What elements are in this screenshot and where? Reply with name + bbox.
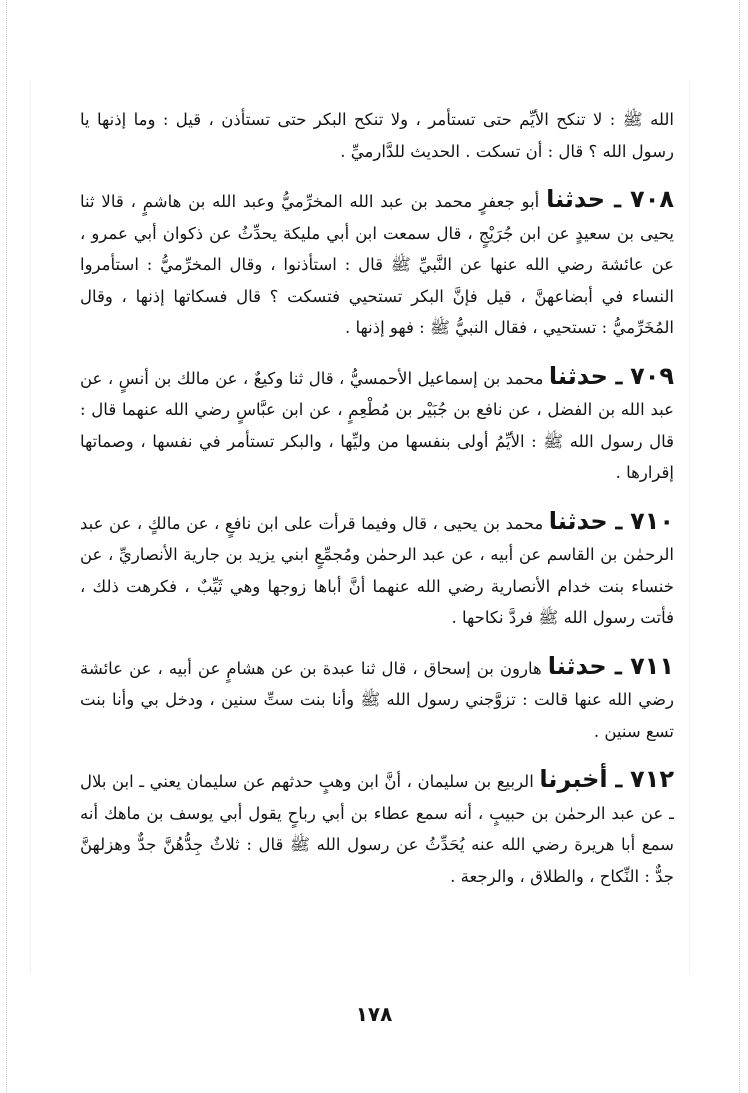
hadith-dash: ـ [605, 187, 631, 213]
hadith-text: الربيع بن سليمان ، أنَّ ابن وهبٍ حدثهم عن سليمان يعني ـ ابن بلال ـ عن عبد الرحمٰن بن حبيبٍ ، أنه سمع عطاء بن أبي رباحٍ يقول أبي يوسف بن ماهك أنه سمع أبا هريرة رضي الله عنه يُحَدِّثُ عن رسول الله ﷺ قال : ثلاثٌ جِدُّهُنَّ جدٌّ وهزلهنَّ جدٌّ : النِّكاح ، والطلاق ، والرجعة . [80, 772, 674, 886]
hadith-number: ٧١١ [630, 651, 675, 680]
hadith-keyword: حدثنا [546, 185, 606, 213]
hadith-text: أبو جعفرٍ محمد بن عبد الله المخرِّميُّ وعبد الله بن هاشمٍ ، قالا ثنا يحيى بن سعيدٍ عن ابن جُرَيْجٍ ، قال سمعت ابن أبي مليكة يحدِّثُ عن ذكوان أبي عمرو ، عن عائشة رضي الله عنها عن النَّبيِّ ﷺ قال : استأذنوا ، وقال المخرِّميُّ : استأمروا النساء في أبضاعهنَّ ، قيل فإنَّ البكر تستحيي فتسكت ؟ قال فسكاتها إذنها ، وقال المُخَرِّميُّ : تستحيي ، فقال النبيُّ ﷺ : فهو إذنها . [80, 192, 674, 337]
hadith-708 [80, 184, 674, 344]
hadith-keyword: أخبرنا [539, 765, 608, 793]
inner-right-dots [689, 80, 690, 973]
hadith-dash: ـ [606, 653, 631, 680]
page-number: ١٧٨ [355, 1002, 393, 1026]
hadith-dash: ـ [607, 767, 631, 793]
hadith-keyword: حدثنا [548, 506, 608, 535]
page-body [80, 104, 674, 892]
inner-left-dots [30, 80, 31, 973]
hadith-number: ٧١٠ [630, 506, 675, 535]
right-edge-dots [739, 0, 740, 1093]
hadith-keyword: حدثنا [548, 361, 608, 390]
intro-paragraph [80, 104, 674, 167]
hadith-number: ٧٠٨ [630, 185, 674, 213]
hadith-dash: ـ [607, 508, 631, 535]
hadith-text: هارون بن إسحاق ، قال ثنا عبدة بن عن هشامٍ عن أبيه ، عن عائشة رضي الله عنها قالت : تزوَّجني رسول الله ﷺ وأنا بنت ستِّ سنين ، ودخل بي وأنا بنت تسع سنين . [80, 658, 674, 741]
left-edge-dots [6, 0, 7, 1093]
hadith-dash: ـ [607, 363, 631, 390]
hadith-712 [80, 764, 674, 892]
hadith-number: ٧١٢ [630, 765, 674, 793]
intro-text: الله ﷺ : لا تنكح الأيِّم حتى تستأمر ، ولا تنكح البكر حتى تستأذن ، قيل : وما إذنها يا رسول الله ؟ قال : أن تسكت . الحديث للدَّارميِّ . [80, 110, 674, 161]
hadith-709 [80, 361, 674, 489]
hadith-text: محمد بن إسماعيل الأحمسيُّ ، قال ثنا وكيعٌ ، عن مالك بن أنسٍ ، عن عبد الله بن الفضل ، عن نافع بن جُبَيْر بن مُطْعِمٍ ، عن ابن عبَّاسٍ رضي الله عنهما قال : قال رسول الله ﷺ : الأيِّمُ أولى بنفسها من وليِّها ، والبكر تستأمر في نفسها ، وصماتها إقرارها . [80, 368, 674, 482]
hadith-711 [80, 651, 674, 748]
hadith-number: ٧٠٩ [630, 361, 675, 390]
hadith-text: محمد بن يحيى ، قال وفيما قرأت على ابن نافعٍ ، عن مالكٍ ، عن عبد الرحمٰن بن القاسم عن أبيه ، عن عبد الرحمٰن ومُجمِّعٍ ابني يزيد بن جارية الأنصاريِّ ، عن خنساء بنت خدام الأنصارية رضي الله عنهما أنَّ أباها زوجها وهي ثَيِّبٌ ، فكرهت ذلك ، فأتت رسول الله ﷺ فردَّ نكاحها . [80, 513, 674, 627]
hadith-keyword: حدثنا [547, 651, 607, 680]
hadith-710 [80, 506, 674, 634]
